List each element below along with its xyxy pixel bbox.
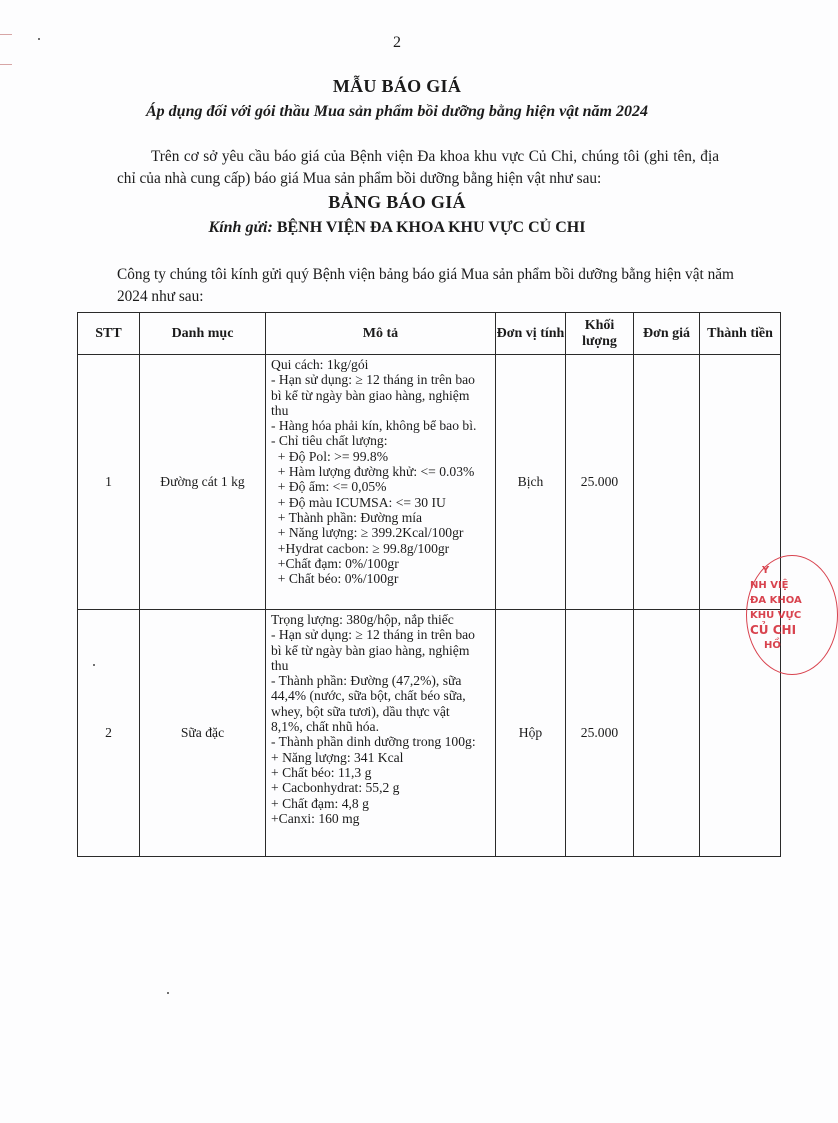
description-line: thu bbox=[271, 657, 289, 673]
stamp-text bbox=[750, 565, 802, 653]
description-line: whey, bột sữa tươi), dầu thực vật bbox=[271, 703, 450, 719]
stamp-line: ĐA KHOA bbox=[750, 595, 802, 606]
intro-paragraph: Trên cơ sở yêu cầu báo giá của Bệnh viện Đa khoa khu vực Củ Chi, chúng tôi (ghi tên, địa chỉ của nhà cung cấp) báo giá Mua sản phẩm bồi dưỡng bằng hiện vật như sau: bbox=[117, 148, 719, 187]
lead-paragraph: Công ty chúng tôi kính gửi quý Bệnh viện bảng báo giá Mua sản phẩm bồi dưỡng bằng hiện vật năm 2024 như sau: bbox=[117, 266, 734, 305]
stamp-line: KHU VỰC bbox=[750, 610, 802, 621]
addressee-line bbox=[0, 219, 794, 237]
header-quantity: Khối lượng bbox=[566, 313, 634, 355]
description-line: bì kể từ ngày bàn giao hàng, nghiệm bbox=[271, 642, 470, 658]
cell-description bbox=[266, 610, 496, 857]
cell-stt: 2 bbox=[78, 610, 140, 857]
quote-table bbox=[77, 312, 781, 857]
header-description: Mô tả bbox=[266, 313, 496, 355]
cell-category: Sữa đặc bbox=[140, 610, 266, 857]
description-line: - Hạn sử dụng: ≥ 12 tháng in trên bao bbox=[271, 372, 475, 388]
scan-speck bbox=[167, 992, 169, 994]
description-line: + Độ Pol: >= 99.8% bbox=[271, 448, 389, 464]
header-stt: STT bbox=[78, 313, 140, 355]
description-line: + Độ ẩm: <= 0,05% bbox=[271, 479, 387, 495]
cell-quantity: 25.000 bbox=[566, 610, 634, 857]
description-line: + Chất béo: 11,3 g bbox=[271, 764, 372, 780]
description-line: +Hydrat cacbon: ≥ 99.8g/100gr bbox=[271, 540, 450, 556]
header-total: Thành tiền bbox=[700, 313, 781, 355]
stamp-line: Y bbox=[762, 565, 770, 576]
page-number: 2 bbox=[393, 34, 401, 51]
hospital-seal-stamp bbox=[740, 555, 810, 673]
stamp-line: NH VIỆ bbox=[750, 580, 789, 591]
cell-description bbox=[266, 355, 496, 610]
description-line: + Năng lượng: ≥ 399.2Kcal/100gr bbox=[271, 525, 464, 541]
description-line: thu bbox=[271, 402, 289, 418]
stamp-line: HỒ bbox=[764, 640, 781, 651]
description-line: 44,4% (nước, sữa bột, chất béo sữa, bbox=[271, 688, 466, 704]
header-unit: Đơn vị tính bbox=[496, 313, 566, 355]
description-line: bì kể từ ngày bàn giao hàng, nghiệm bbox=[271, 387, 470, 403]
description-line: + Cacbonhydrat: 55,2 g bbox=[271, 780, 400, 796]
quote-title: BẢNG BÁO GIÁ bbox=[328, 192, 466, 212]
description-line: + Độ màu ICUMSA: <= 30 IU bbox=[271, 494, 446, 510]
scan-speck bbox=[38, 38, 40, 40]
addressee-label: Kính gửi: bbox=[208, 219, 273, 236]
cell-unit: Hộp bbox=[496, 610, 566, 857]
cell-unit: Bịch bbox=[496, 355, 566, 610]
margin-rule bbox=[0, 64, 12, 65]
description-line: + Thành phần: Đường mía bbox=[271, 509, 423, 525]
header-price: Đơn giá bbox=[634, 313, 700, 355]
table-row bbox=[78, 610, 781, 857]
description-line: 8,1%, chất nhũ hóa. bbox=[271, 719, 379, 735]
table-header-row bbox=[78, 313, 781, 355]
header-category: Danh mục bbox=[140, 313, 266, 355]
cell-price bbox=[634, 610, 700, 857]
cell-category: Đường cát 1 kg bbox=[140, 355, 266, 610]
description-line: +Canxi: 160 mg bbox=[271, 810, 360, 826]
stamp-line: CỦ CHI bbox=[750, 623, 797, 637]
description-line: - Chỉ tiêu chất lượng: bbox=[271, 433, 388, 449]
description-line: + Chất béo: 0%/100gr bbox=[271, 571, 399, 587]
description-line: Trọng lượng: 380g/hộp, nắp thiếc bbox=[271, 612, 454, 627]
addressee-name: BỆNH VIỆN ĐA KHOA KHU VỰC CỦ CHI bbox=[276, 219, 586, 236]
cell-stt: 1 bbox=[78, 355, 140, 610]
description-line: Qui cách: 1kg/gói bbox=[271, 357, 369, 372]
cell-price bbox=[634, 355, 700, 610]
scan-speck bbox=[93, 664, 95, 666]
table-row bbox=[78, 355, 781, 610]
description-line: + Hàm lượng đường khử: <= 0.03% bbox=[271, 464, 475, 480]
description-line: - Thành phần: Đường (47,2%), sữa bbox=[271, 673, 462, 689]
subtitle: Áp dụng đối với gói thầu Mua sản phẩm bồi dưỡng bằng hiện vật năm 2024 bbox=[146, 103, 648, 120]
description-line: + Chất đạm: 4,8 g bbox=[271, 795, 369, 811]
description-line: +Chất đạm: 0%/100gr bbox=[271, 555, 399, 571]
main-title: MẪU BÁO GIÁ bbox=[332, 76, 462, 96]
description-line: - Thành phần dinh dưỡng trong 100g: bbox=[271, 734, 476, 750]
description-line: + Năng lượng: 341 Kcal bbox=[271, 749, 404, 765]
cell-quantity: 25.000 bbox=[566, 355, 634, 610]
description-line: - Hạn sử dụng: ≥ 12 tháng in trên bao bbox=[271, 627, 475, 643]
description-line: - Hàng hóa phải kín, không bể bao bì. bbox=[271, 418, 477, 434]
